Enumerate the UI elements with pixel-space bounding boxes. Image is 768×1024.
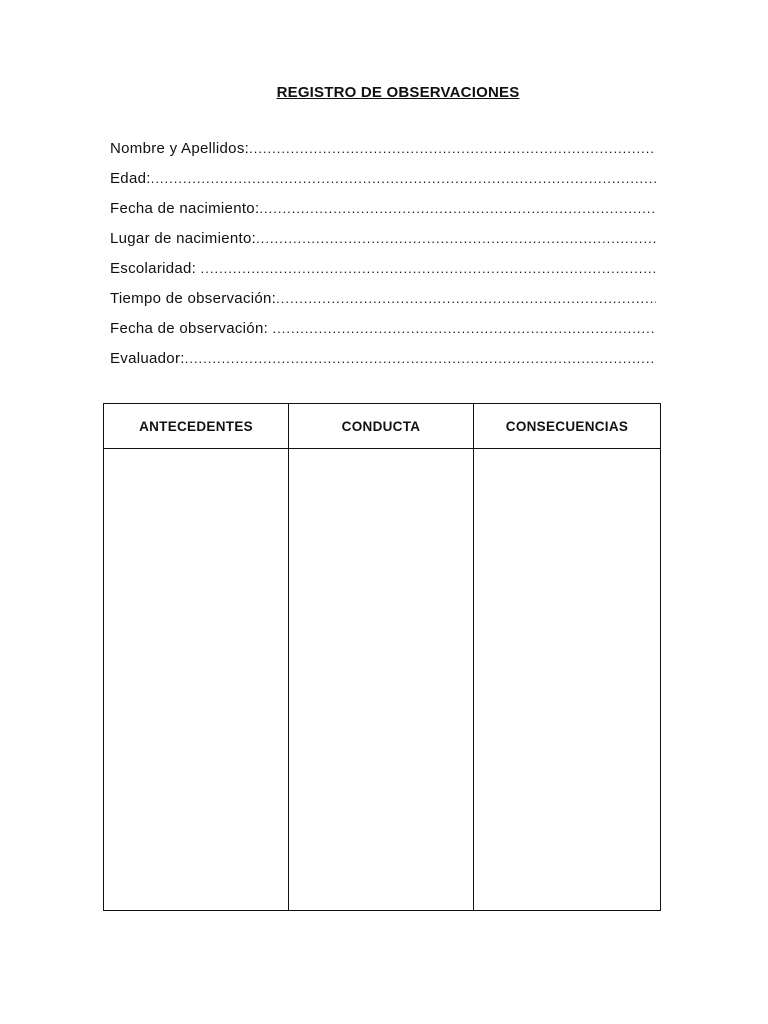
table-cell-antecedentes [104,449,289,910]
field-fecha-nacimiento [110,200,656,230]
dotted-fill-line [273,322,656,335]
dotted-fill-line [256,232,656,245]
table-header-conducta: CONDUCTA [289,404,474,449]
field-lugar-nacimiento [110,230,656,260]
field-edad [110,170,656,200]
field-label: Fecha de observación: [110,320,273,337]
observation-table [103,403,661,911]
table-cell-conducta [289,449,474,910]
form-fields [110,140,656,380]
field-fecha-observacion [110,320,656,350]
dotted-fill-line [249,142,656,155]
field-label: Nombre y Apellidos: [110,140,250,157]
dotted-fill-line [276,292,656,305]
field-nombre-apellidos [110,140,656,170]
table-header-antecedentes: ANTECEDENTES [104,404,289,449]
table-cell-consecuencias [474,449,660,910]
dotted-fill-line [201,262,656,275]
field-label: Escolaridad: [110,260,201,277]
field-label: Edad: [110,170,151,187]
field-label: Fecha de nacimiento: [110,200,260,217]
field-tiempo-observacion [110,290,656,320]
dotted-fill-line [151,172,656,185]
dotted-fill-line [259,202,656,215]
field-label: Lugar de nacimiento: [110,230,257,247]
page-title: REGISTRO DE OBSERVACIONES [276,84,520,101]
field-escolaridad [110,260,656,290]
field-label: Evaluador: [110,350,185,367]
field-label: Tiempo de observación: [110,290,277,307]
table-header-consecuencias: CONSECUENCIAS [474,404,660,449]
dotted-fill-line [185,352,656,365]
field-evaluador [110,350,656,380]
